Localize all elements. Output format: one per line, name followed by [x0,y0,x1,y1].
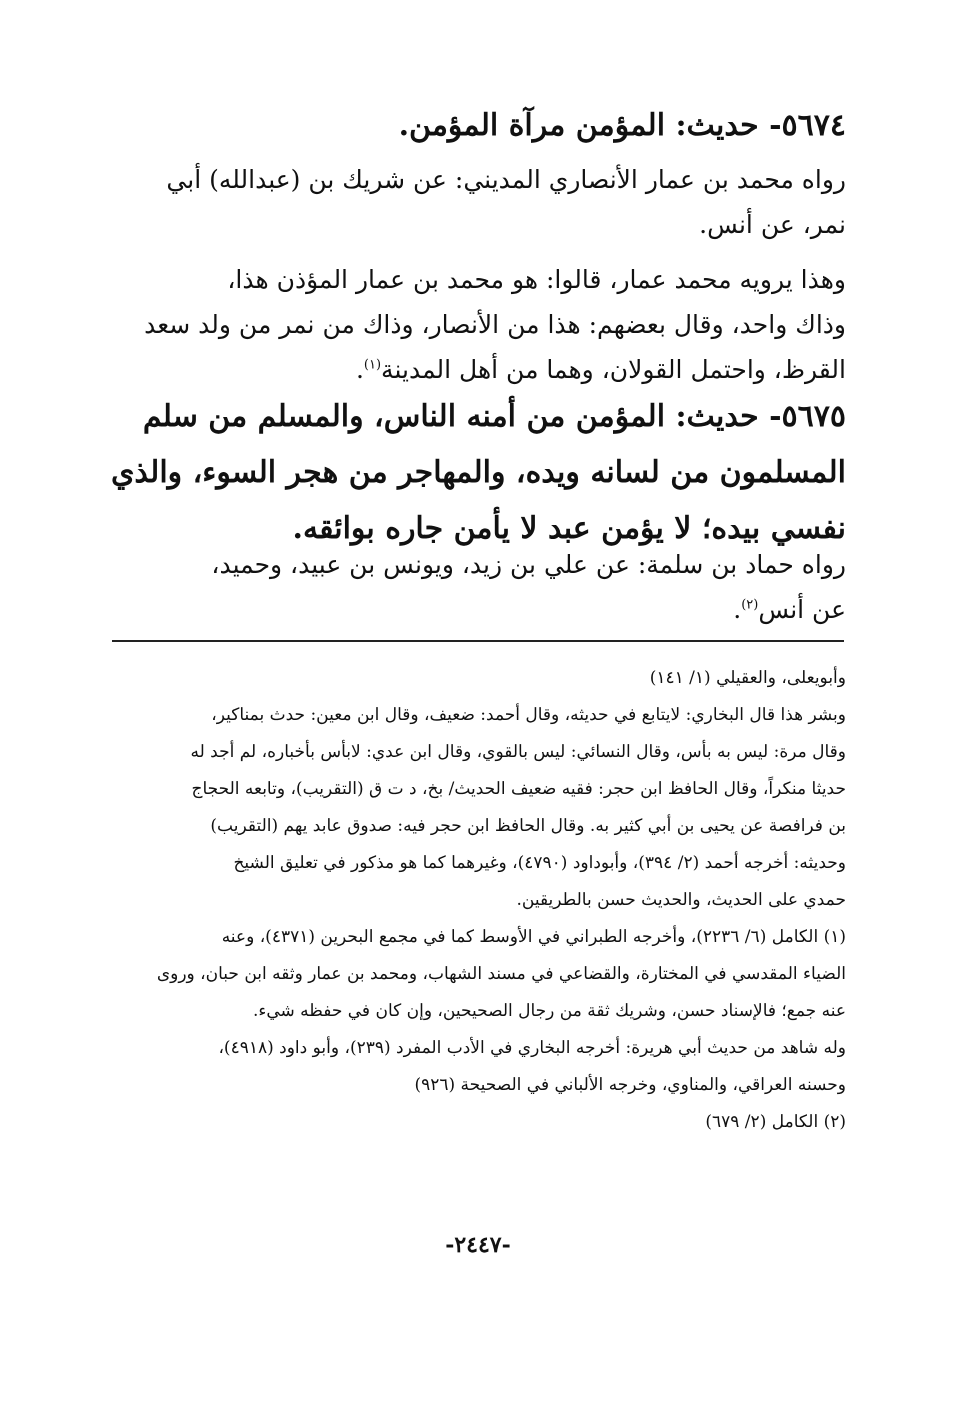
narration-end: . [733,595,742,624]
footnote-line: وحديثه: أخرجه أحمد (٢/ ٣٩٤)، وأبوداود (٤٧٩٠)، وغيرهما كما هو مذكور في تعليق الشيخ [233,853,846,873]
hadith-title-line: ٥٦٧٥- حديث: المؤمن من أمنه الناس، والمسلم من سلم [142,399,846,434]
footnote-line: حديثا منكراً، وقال الحافظ ابن حجر: فقيه ضعيف الحديث/ بخ، د ت ق (التقريب)، وتابعه الحجاج [191,779,846,799]
commentary-text: القرظ، واحتمل القولان، وهما من أهل المدينة [381,355,846,384]
footnote-line: بن فرافصة عن يحيى بن أبي كثير به. وقال الحافظ ابن حجر فيه: صدوق عابد يهم (التقريب) [210,816,846,836]
hadith-title-line: نفسي بيده؛ لا يؤمن عبد لا يأمن جاره بوائقه. [292,511,846,546]
footnotes [110,660,846,1141]
hadith-5675-title [110,389,846,557]
narration-text: عن أنس [758,595,846,624]
footnote-ref-1: (١) [363,357,382,373]
footnote-line: وأبويعلى، والعقيلي (١/ ١٤١) [649,668,846,688]
footnote-line: وبشر هذا قال البخاري: لايتابع في حديثه، وقال أحمد: ضعيف، وقال ابن معين: حدث بمناكير، [211,705,846,725]
footnote-line: وله شاهد من حديث أبي هريرة: أخرجه البخاري في الأدب المفرد (٢٣٩)، وأبو داود (٤٩١٨)، [218,1038,846,1058]
commentary-line: وهذا يرويه محمد عمار، قالوا: هو محمد بن عمار المؤذن هذا، [227,265,846,294]
narration-line: رواه حماد بن سلمة: عن علي بن زيد، ويونس بن عبيد، وحميد، [211,550,846,579]
footnote-line: وقال مرة: ليس به بأس، وقال النسائي: ليس بالقوي، وقال ابن عدي: لابأس بأخباره، لم أجد له [190,742,846,762]
commentary-line: وذاك واحد، وقال بعضهم: هذا من الأنصار، وذاك من نمر من ولد سعد [144,310,846,339]
narration-line: نمر، عن أنس. [699,210,846,239]
footnote-line: الضياء المقدسي في المختارة، والقضاعي في مسند الشهاب، ومحمد بن عمار وثقه ابن حبان، وروى [156,964,846,984]
footnote-line: (٢) الكامل (٢/ ٦٧٩) [705,1112,846,1132]
hadith-title-line: المسلمون من لسانه ويده، والمهاجر من هجر السوء، والذي [110,455,846,490]
commentary-end: . [355,355,364,384]
hadith-title-line: ٥٦٧٤- حديث: المؤمن مرآة المؤمن. [398,108,846,143]
hadith-5674-commentary [110,257,846,392]
hadith-5674-narration [110,157,846,247]
page-number: -٢٤٤٧- [445,1232,511,1258]
footnote-line: (١) الكامل (٦/ ٢٢٣٦)، وأخرجه الطبراني في الأوسط كما في مجمع البحرين (٤٣٧١)، وعنه [221,927,846,947]
narration-line: رواه محمد بن عمار الأنصاري المديني: عن شريك بن (عبدالله) أبي [166,165,846,194]
narration-line [110,587,846,632]
footnote-ref-2: (٢) [741,597,759,613]
hadith-5675-narration [110,542,846,632]
footnote-line: عنه جمع؛ فالإسناد حسن، وشريك ثقة من رجال الصحيحين، وإن كان في حفظه شيء. [252,1001,846,1021]
footnote-line: وحسنه العراقي، والمناوي، وخرجه الألباني في الصحيحة (٩٢٦) [414,1075,846,1095]
commentary-line [110,347,846,392]
hadith-5674-title [110,98,846,154]
footnote-divider [112,640,844,642]
footnote-line: حمدي على الحديث، والحديث حسن بالطريقين. [516,890,846,910]
